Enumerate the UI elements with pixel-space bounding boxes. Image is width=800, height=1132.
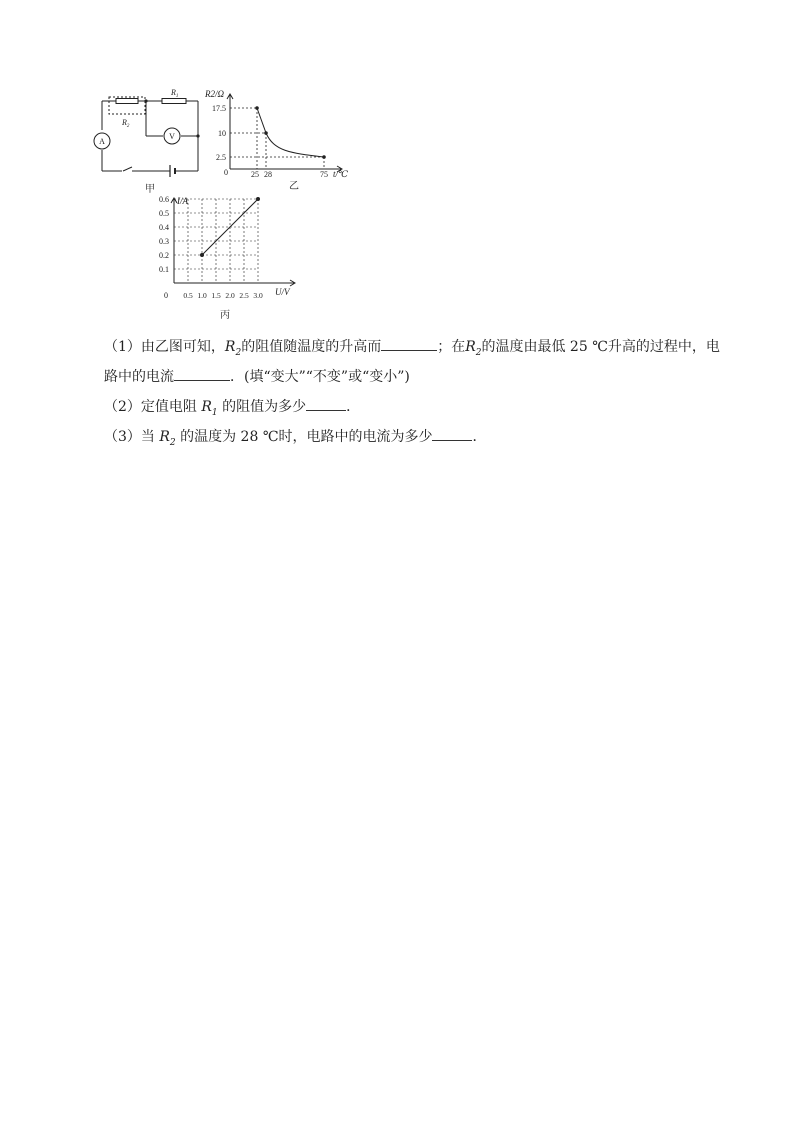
x-tick-label: 75 — [320, 170, 328, 179]
x-tick-label: 2.0 — [225, 291, 235, 300]
x-tick-label: 28 — [264, 170, 272, 179]
data-point — [200, 253, 204, 257]
r1-symbol: $R_1$ — [201, 399, 218, 418]
y-tick-label: 0.6 — [159, 195, 169, 204]
y-tick-label: 0.5 — [159, 209, 169, 218]
origin-label-yi: 0 — [224, 168, 228, 177]
ammeter-label: A — [99, 137, 105, 146]
x-tick-label: 25 — [251, 170, 259, 179]
y-tick-label: 17.5 — [212, 104, 226, 113]
chart-yi — [200, 85, 360, 200]
x-axis-label-yi: t/℃ — [333, 169, 349, 179]
origin-label-bing: 0 — [164, 291, 168, 300]
question-1-line-1 — [104, 336, 720, 363]
question-1-text-a: 由乙图可知， — [140, 339, 225, 355]
question-2-text-b: 的阻值为多少 — [217, 399, 307, 415]
r1-label: $R_1$ — [171, 88, 179, 99]
question-3-text-a: 当 — [140, 429, 160, 445]
question-3-text-c: ． — [472, 429, 487, 445]
caption-yi: 乙 — [289, 181, 299, 192]
r2-symbol: $R_2$ — [159, 429, 176, 448]
question-3-number: （3） — [104, 429, 141, 445]
voltmeter-label: V — [169, 132, 175, 141]
answer-blank-2[interactable] — [306, 396, 346, 411]
question-1-number: （1） — [104, 339, 141, 355]
x-tick-label: 2.5 — [239, 291, 249, 300]
x-tick-label: 1.0 — [197, 291, 207, 300]
r2-symbol: $R_2$ — [224, 339, 242, 358]
question-3 — [104, 426, 486, 453]
caption-bing: 丙 — [220, 310, 230, 321]
question-1-text-f: ．(填“变大”“不变”或“变小”) — [230, 369, 410, 385]
question-1-text-c: ；在 — [437, 339, 466, 355]
y-axis-label-yi: R2/Ω — [205, 89, 225, 99]
x-tick-label: 0.5 — [183, 291, 193, 300]
r2-label: $R_2$ — [122, 118, 130, 129]
answer-blank-1b[interactable] — [174, 366, 230, 381]
question-2-text-c: ． — [346, 399, 361, 415]
answer-blank-1a[interactable] — [381, 336, 437, 351]
y-axis-label-bing: I/A — [177, 196, 188, 206]
y-tick-label: 0.4 — [159, 223, 169, 232]
data-point — [255, 106, 259, 110]
answer-blank-3[interactable] — [432, 426, 472, 441]
y-tick-label: 10 — [218, 129, 226, 138]
r2-symbol: $R_2$ — [465, 339, 482, 358]
question-1-text-d: 的温度由最低 25 ℃升高的过程中，电 — [481, 339, 720, 355]
data-point — [256, 197, 260, 201]
y-tick-label: 0.1 — [159, 265, 169, 274]
question-1-text-e: 路中的电流 — [104, 369, 174, 385]
question-1-line-2 — [104, 366, 410, 387]
y-tick-label: 0.2 — [159, 251, 169, 260]
chart-bing — [140, 195, 310, 325]
x-tick-label: 3.0 — [253, 291, 263, 300]
data-point — [322, 155, 326, 159]
question-3-text-b: 的温度为 28 ℃时，电路中的电流为多少 — [175, 429, 433, 445]
y-tick-label: 2.5 — [216, 153, 226, 162]
caption-jia: 甲 — [145, 184, 155, 195]
y-tick-label: 0.3 — [159, 237, 169, 246]
question-1-text-b: 的阻值随温度的升高而 — [241, 339, 382, 355]
question-2-text-a: 定值电阻 — [140, 399, 202, 415]
question-2 — [104, 396, 360, 423]
question-2-number: （2） — [104, 399, 141, 415]
x-axis-label-bing: U/V — [275, 287, 290, 297]
circuit-diagram-jia — [92, 88, 217, 198]
data-point — [264, 131, 268, 135]
x-tick-label: 1.5 — [211, 291, 221, 300]
